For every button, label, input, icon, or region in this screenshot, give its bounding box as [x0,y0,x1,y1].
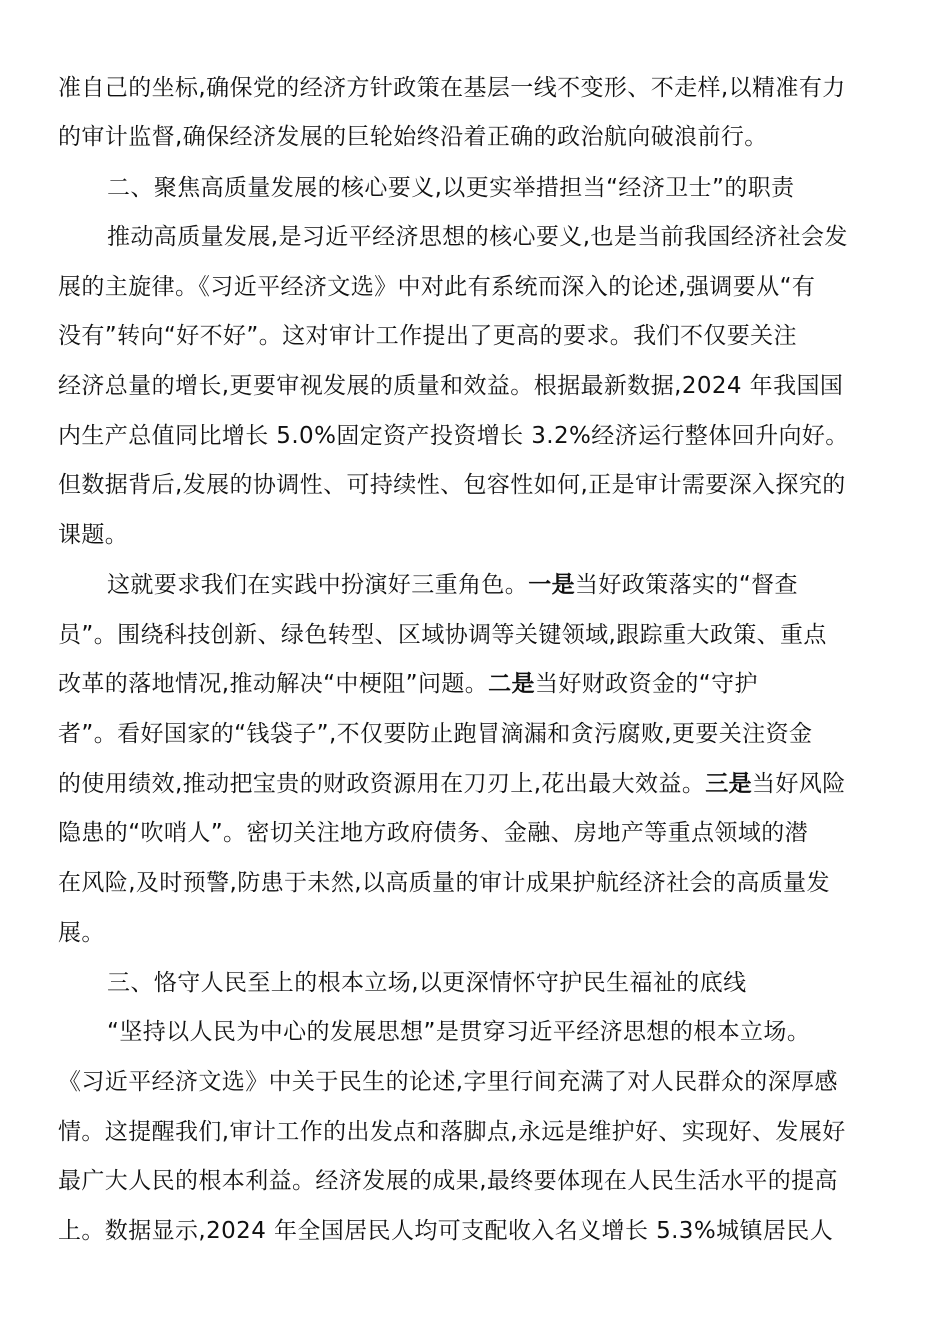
paragraph-line [107,569,798,601]
text-run: 当好财政资金的“守护 [534,671,758,697]
text-run: 这就要求我们在实践中扮演好三重角色。 [107,572,529,598]
paragraph-line [58,668,758,700]
text-run: 当好政策落实的“督查 [575,572,798,598]
paragraph-line: 展。 [58,920,105,946]
paragraph-line: 在风险,及时预警,防患于未然,以高质量的审计成果护航经济社会的高质量发 [58,870,830,896]
section-heading-3: 三、恪守人民至上的根本立场,以更深情怀守护民生福祉的底线 [107,970,747,996]
paragraph-line: 内生产总值同比增长 5.0%固定资产投资增长 3.2%经济运行整体回升向好。 [58,423,849,449]
paragraph-line: 展的主旋律。《习近平经济文选》中对此有系统而深入的论述,强调要从“有 [58,274,816,300]
paragraph-line: 《习近平经济文选》中关于民生的论述,字里行间充满了对人民群众的深厚感 [58,1069,838,1095]
text-run: 的使用绩效,推动把宝贵的财政资源用在刀刃上,花出最大效益。 [58,771,706,797]
paragraph-line: 经济总量的增长,更要审视发展的质量和效益。根据最新数据,2024 年我国国 [58,373,844,399]
bold-marker-three: 三是 [705,771,753,797]
paragraph-line: 员”。围绕科技创新、绿色转型、区域协调等关键领域,跟踪重大政策、重点 [58,622,827,648]
text-run: 改革的落地情况,推动解决“中梗阻”问题。 [58,671,489,697]
paragraph-line: 准自己的坐标,确保党的经济方针政策在基层一线不变形、不走样,以精准有力 [58,75,846,101]
paragraph-line [58,768,846,800]
paragraph-line: 上。数据显示,2024 年全国居民人均可支配收入名义增长 5.3%城镇居民人 [58,1218,834,1244]
section-heading-2: 二、聚焦高质量发展的核心要义,以更实举措担当“经济卫士”的职责 [107,175,795,201]
paragraph-line: 但数据背后,发展的协调性、可持续性、包容性如何,正是审计需要深入探究的 [58,472,846,498]
paragraph-line: 的审计监督,确保经济发展的巨轮始终沿着正确的政治航向破浪前行。 [58,124,768,150]
bold-marker-two: 二是 [488,671,535,697]
paragraph-line: 隐患的“吹哨人”。密切关注地方政府债务、金融、房地产等重点领域的潜 [58,820,809,846]
text-run: 当好风险 [752,771,846,797]
paragraph-line: 推动高质量发展,是习近平经济思想的核心要义,也是当前我国经济社会发 [107,224,848,250]
paragraph-line: 最广大人民的根本利益。经济发展的成果,最终要体现在人民生活水平的提高 [58,1168,838,1194]
paragraph-line: “坚持以人民为中心的发展思想”是贯穿习近平经济思想的根本立场。 [107,1019,811,1045]
paragraph-line: 情。这提醒我们,审计工作的出发点和落脚点,永远是维护好、实现好、发展好 [58,1119,846,1145]
paragraph-line: 课题。 [58,522,129,548]
paragraph-line: 没有”转向“好不好”。这对审计工作提出了更高的要求。我们不仅要关注 [58,323,797,349]
bold-marker-one: 一是 [528,572,576,598]
paragraph-line: 者”。看好国家的“钱袋子”,不仅要防止跑冒滴漏和贪污腐败,更要关注资金 [58,721,813,747]
